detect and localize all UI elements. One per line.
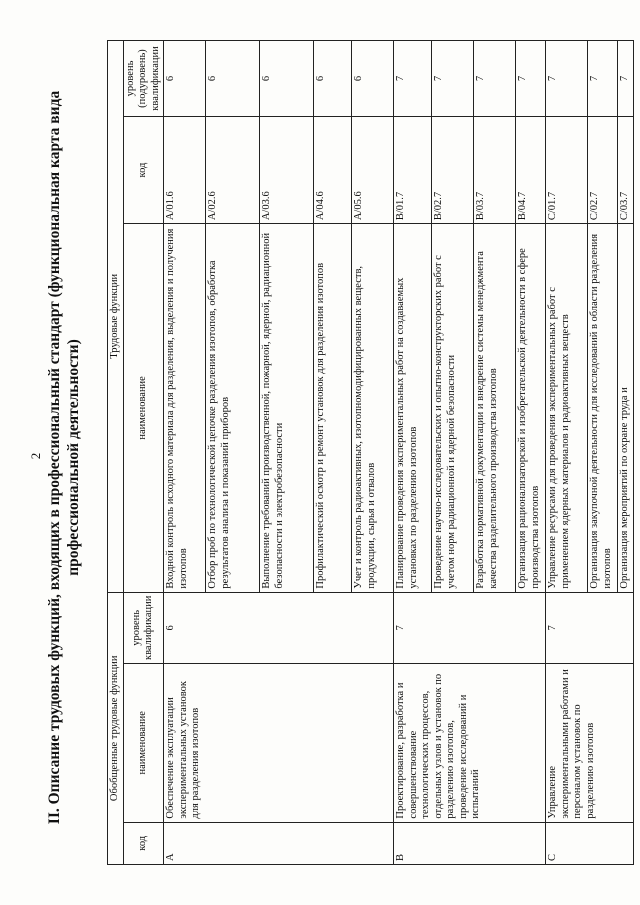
group-level: 6 [164, 592, 394, 663]
function-name: Планирование проведения экспериментальных работ на создаваемых установках по разделению изотопов [394, 224, 432, 592]
function-level: 7 [432, 41, 474, 117]
function-level: 7 [588, 41, 618, 117]
function-name: Учет и контроль радиоактивных, изотопномодифицированных веществ, продукции, сырья и отвалов [352, 224, 394, 592]
table-row [546, 41, 588, 865]
function-level: 6 [206, 41, 260, 117]
group-level: 7 [394, 592, 546, 663]
header-qual-level: уровень квалификации [123, 592, 164, 663]
header-function-code: код [123, 116, 164, 223]
functional-map-table [107, 40, 634, 865]
group-name: Обеспечение эксплуатации экспериментальных установок для разделения изотопов [164, 664, 394, 823]
header-row-columns [123, 41, 164, 865]
section-title [45, 35, 103, 880]
page-number: 2 [28, 452, 43, 460]
function-name: Управление ресурсами для проведения экспериментальных работ с применением ядерных материалов и радиоактивных веществ [546, 224, 588, 592]
function-name: Выполнение требований производственной, пожарной, ядерной, радиационной безопасности и электробезопасности [260, 224, 314, 592]
header-sub-level: уровень (подуровень) квалификации [123, 41, 164, 117]
table-row [164, 41, 206, 865]
rotated-landscape-page [45, 35, 630, 880]
header-generalized-functions: Обобщенные трудовые функции [108, 592, 124, 864]
function-name: Проведение научно-исследовательских и опытно-конструкторских работ с учетом норм радиационной и ядерной безопасности [432, 224, 474, 592]
function-code: А/05.6 [352, 116, 394, 223]
function-level: 6 [164, 41, 206, 117]
group-code: А [164, 822, 394, 864]
function-name: Профилактический осмотр и ремонт установок для разделения изотопов [314, 224, 352, 592]
function-name: Входной контроль исходного материала для разделения, выделения и получения изотопов [164, 224, 206, 592]
function-level: 6 [314, 41, 352, 117]
function-code: А/04.6 [314, 116, 352, 223]
header-row-groups [108, 41, 124, 865]
header-function-name: наименование [123, 224, 164, 592]
function-name: Отбор проб по технологической цепочке разделения изотопов, обработка результатов анализа и показаний приборов [206, 224, 260, 592]
group-level: 7 [546, 592, 634, 663]
group-code: С [546, 822, 634, 864]
function-level: 6 [260, 41, 314, 117]
function-code: В/01.7 [394, 116, 432, 223]
function-code: С/03.7 [618, 116, 634, 223]
section-title-line1: II. Описание трудовых функций, входящих в профессиональный стандарт (функциональная карта вида [46, 90, 63, 825]
function-name: Организация мероприятий по охране труда и [618, 224, 634, 592]
function-code: С/02.7 [588, 116, 618, 223]
function-level: 6 [352, 41, 394, 117]
function-code: А/02.6 [206, 116, 260, 223]
header-labor-functions: Трудовые функции [108, 41, 124, 593]
function-code: В/04.7 [516, 116, 546, 223]
function-level: 7 [516, 41, 546, 117]
function-level: 7 [618, 41, 634, 117]
function-name: Организация закупочной деятельности для исследований в области разделения изотопов [588, 224, 618, 592]
function-level: 7 [394, 41, 432, 117]
group-name: Проектирование, разработка и совершенствование технологических процессов, отдельных узлов и установок по разделению изотопов, проведение исследований и испытаний [394, 664, 546, 823]
function-code: В/02.7 [432, 116, 474, 223]
function-level: 7 [474, 41, 516, 117]
function-code: С/01.7 [546, 116, 588, 223]
function-code: В/03.7 [474, 116, 516, 223]
function-code: А/01.6 [164, 116, 206, 223]
table-row [394, 41, 432, 865]
group-name: Управление экспериментальными работами и персоналом установок по разделению изотопов [546, 664, 634, 823]
function-code: А/03.6 [260, 116, 314, 223]
function-name: Разработка нормативной документации и внедрение системы менеджмента качества разделительного производства изотопов [474, 224, 516, 592]
section-title-line2: профессиональной деятельности) [65, 339, 82, 576]
group-code: В [394, 822, 546, 864]
function-level: 7 [546, 41, 588, 117]
function-name: Организация рационализаторской и изобретательской деятельности в сфере производства изотопов [516, 224, 546, 592]
header-code: код [123, 822, 164, 864]
header-name: наименование [123, 664, 164, 823]
